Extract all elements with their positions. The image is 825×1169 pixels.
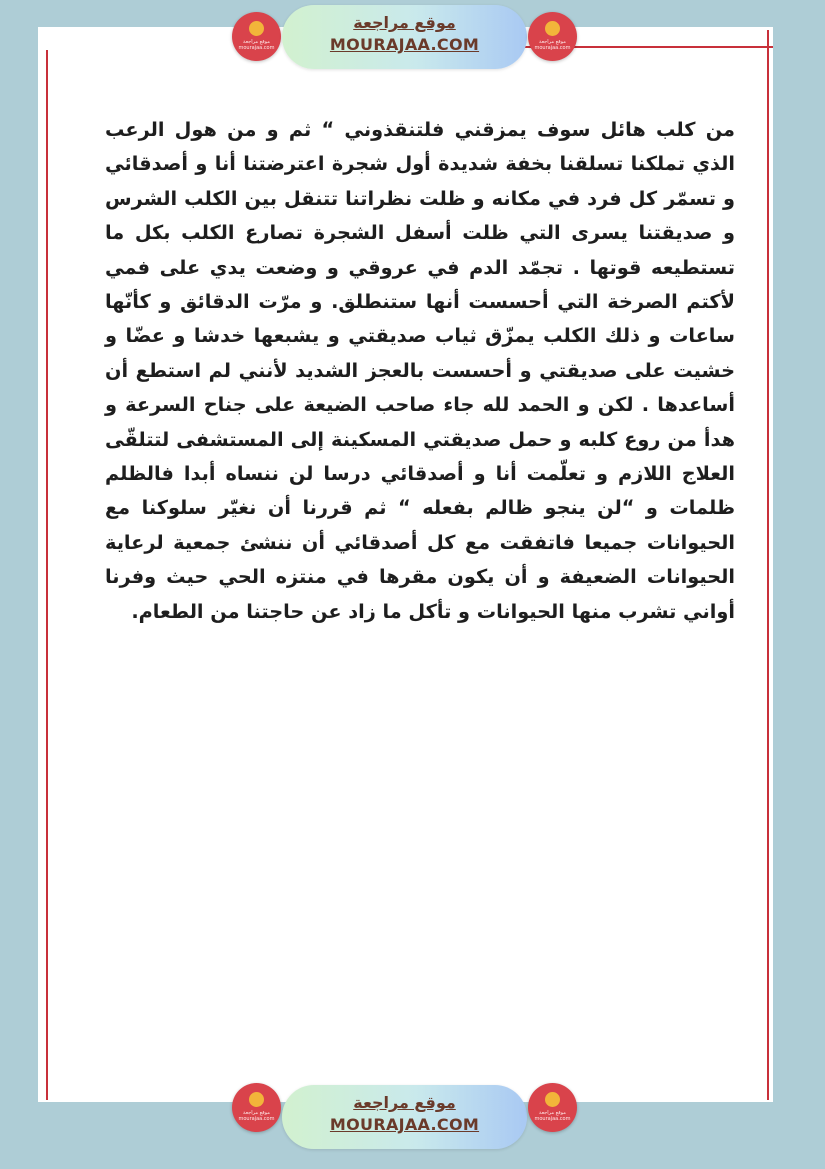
site-logo-icon[interactable]: موقع مراجعة mourajaa.com bbox=[232, 12, 281, 61]
footer-banner[interactable] bbox=[282, 1085, 527, 1149]
site-logo-icon[interactable]: موقع مراجعة mourajaa.com bbox=[232, 1083, 281, 1132]
story-paragraph: من كلب هائل سوف يمزقني فلتنقذوني “ ثم و من هول الرعب الذي تملكنا تسلقنا بخفة شديدة أول شجرة اعترضتنا أنا و أصدقائي و تسمّر كل فرد في مكانه و ظلت نظراتنا تتنقل بين الكلب الشرس و صديقتنا يسرى التي ظلت أسفل الشجرة تصارع الكلب بكل ما تستطيعه قوتها . تجمّد الدم في عروقي و وضعت يدي على فمي لأكتم الصرخة التي أحسست أنها ستنطلق. و مرّت الدقائق و كأنّها ساعات و ذلك الكلب يمزّق ثياب صديقتي و يشبعها خدشا و عضّا و خشيت على صديقتي و أحسست بالعجز الشديد لأنني لم استطع أن أساعدها . لكن و الحمد لله جاء صاحب الضيعة على جناح السرعة و هدأ من روع كلبه و حمل صديقتي المسكينة إلى المستشفى لتتلقّى العلاج اللازم و تعلّمت أنا و أصدقائي درسا لن ننساه أبدا فالظلم ظلمات و “لن ينجو ظالم بفعله “ ثم قررنا أن نغيّر سلوكنا مع الحيوانات جميعا فاتفقت مع كل أصدقائي أن ننشئ جمعية لرعاية الحيوانات الضعيفة و أن يكون مقرها في منتزه الحي حيث وفرنا أواني تشرب منها الحيوانات و تأكل ما زاد عن حاجتنا من الطعام. bbox=[105, 118, 735, 623]
banner-site-link[interactable]: MOURAJAA.COM bbox=[329, 35, 480, 54]
page-border-right bbox=[767, 30, 769, 1100]
banner-arabic-title[interactable]: موقع مراجعة bbox=[353, 13, 456, 32]
page-border-left bbox=[46, 50, 48, 1100]
header-banner[interactable] bbox=[282, 5, 527, 69]
banner-site-link[interactable]: MOURAJAA.COM bbox=[329, 1115, 480, 1134]
banner-arabic-title[interactable]: موقع مراجعة bbox=[353, 1093, 456, 1112]
site-logo-icon[interactable]: موقع مراجعة mourajaa.com bbox=[528, 12, 577, 61]
site-logo-icon[interactable]: موقع مراجعة mourajaa.com bbox=[528, 1083, 577, 1132]
